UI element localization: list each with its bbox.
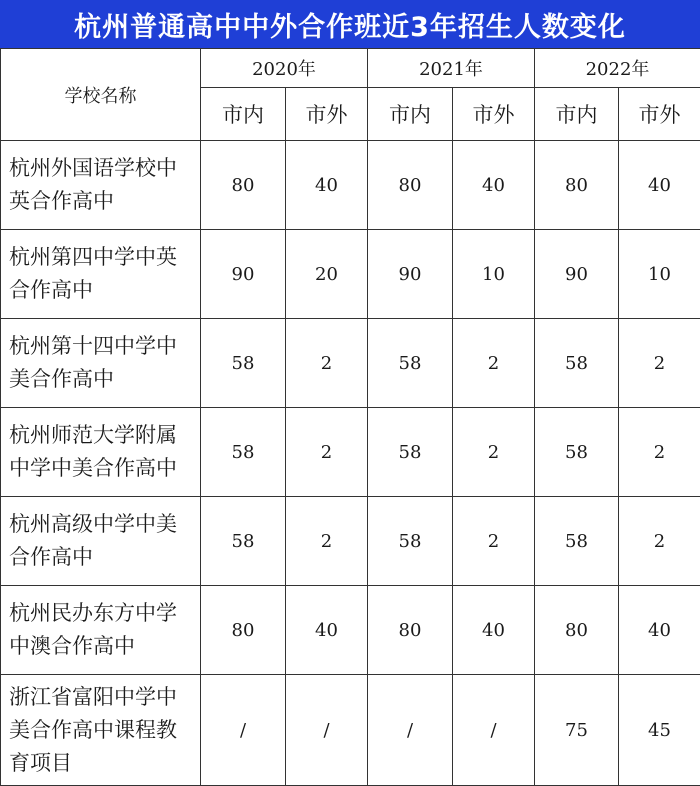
- value-cell: 58: [368, 497, 453, 586]
- value-cell: 2: [453, 319, 535, 408]
- value-cell: 58: [535, 497, 619, 586]
- value-cell: 90: [368, 230, 453, 319]
- value-cell: 58: [201, 497, 286, 586]
- sub-header: 市内: [535, 88, 619, 141]
- enrollment-table: [0, 48, 700, 786]
- value-cell: 80: [368, 586, 453, 675]
- school-name-cell: 杭州外国语学校中英合作高中: [1, 141, 201, 230]
- value-cell: 40: [286, 586, 368, 675]
- value-cell: 58: [535, 408, 619, 497]
- table-row: [1, 675, 700, 786]
- value-cell: /: [453, 675, 535, 786]
- value-cell: 58: [535, 319, 619, 408]
- value-cell: 2: [619, 497, 700, 586]
- value-cell: 40: [619, 586, 700, 675]
- value-cell: 2: [619, 408, 700, 497]
- value-cell: 2: [453, 408, 535, 497]
- value-cell: 58: [368, 319, 453, 408]
- school-name-header: 学校名称: [1, 49, 201, 141]
- sub-header: 市外: [453, 88, 535, 141]
- value-cell: /: [201, 675, 286, 786]
- sub-header: 市外: [286, 88, 368, 141]
- value-cell: 2: [619, 319, 700, 408]
- value-cell: 90: [201, 230, 286, 319]
- sub-header: 市外: [619, 88, 700, 141]
- year-header: 2021年: [368, 49, 535, 88]
- school-name-cell: 杭州第十四中学中美合作高中: [1, 319, 201, 408]
- value-cell: /: [368, 675, 453, 786]
- value-cell: 10: [619, 230, 700, 319]
- value-cell: 2: [286, 497, 368, 586]
- table-row: [1, 319, 700, 408]
- value-cell: 90: [535, 230, 619, 319]
- value-cell: 2: [453, 497, 535, 586]
- school-name-cell: 杭州民办东方中学中澳合作高中: [1, 586, 201, 675]
- school-name-cell: 杭州高级中学中美合作高中: [1, 497, 201, 586]
- value-cell: 58: [368, 408, 453, 497]
- sub-header: 市内: [201, 88, 286, 141]
- value-cell: 75: [535, 675, 619, 786]
- value-cell: 58: [201, 408, 286, 497]
- value-cell: 80: [201, 586, 286, 675]
- value-cell: 80: [535, 586, 619, 675]
- value-cell: 40: [286, 141, 368, 230]
- value-cell: 58: [201, 319, 286, 408]
- table-row: [1, 408, 700, 497]
- value-cell: 2: [286, 319, 368, 408]
- value-cell: 80: [201, 141, 286, 230]
- table-row: [1, 141, 700, 230]
- school-name-cell: 浙江省富阳中学中美合作高中课程教育项目: [1, 675, 201, 786]
- school-name-cell: 杭州师范大学附属中学中美合作高中: [1, 408, 201, 497]
- value-cell: 40: [619, 141, 700, 230]
- value-cell: 80: [368, 141, 453, 230]
- school-name-cell: 杭州第四中学中英合作高中: [1, 230, 201, 319]
- value-cell: 40: [453, 586, 535, 675]
- table-row: [1, 497, 700, 586]
- year-header: 2022年: [535, 49, 700, 88]
- table-row: [1, 586, 700, 675]
- year-header: 2020年: [201, 49, 368, 88]
- value-cell: 80: [535, 141, 619, 230]
- value-cell: 10: [453, 230, 535, 319]
- value-cell: 40: [453, 141, 535, 230]
- table-row: [1, 230, 700, 319]
- value-cell: /: [286, 675, 368, 786]
- page-title: 杭州普通高中中外合作班近3年招生人数变化: [0, 0, 700, 48]
- value-cell: 20: [286, 230, 368, 319]
- value-cell: 45: [619, 675, 700, 786]
- year-header-row: [1, 49, 700, 88]
- value-cell: 2: [286, 408, 368, 497]
- sub-header: 市内: [368, 88, 453, 141]
